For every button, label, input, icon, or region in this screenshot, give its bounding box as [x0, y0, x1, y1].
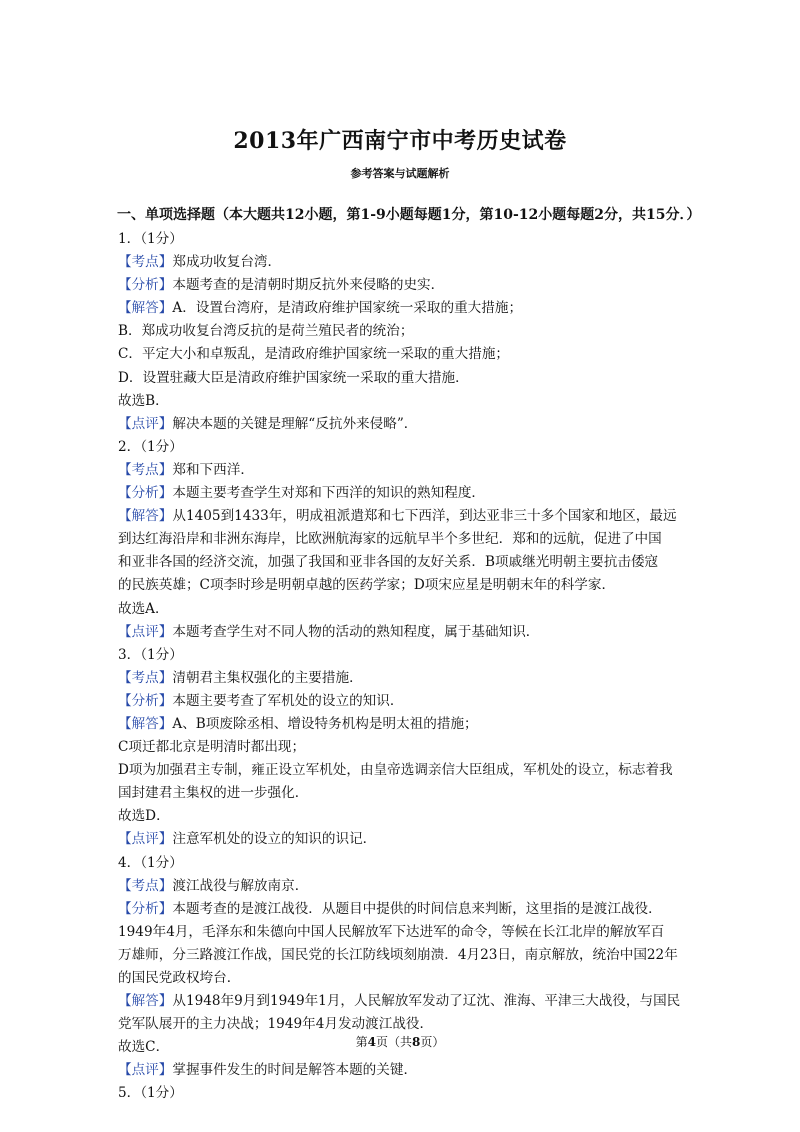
- text-line: [118, 713, 694, 736]
- text-line: [118, 297, 694, 320]
- line-text: C项迁都北京是明清时都出现；: [118, 739, 306, 756]
- text-line: [118, 343, 694, 366]
- section-tag: 【点评】: [118, 415, 173, 432]
- text-line: [118, 528, 694, 551]
- line-text: 解决本题的关键是理解“反抗外来侵略”．: [172, 415, 418, 432]
- text-line: [118, 690, 694, 713]
- line-text: A．设置台湾府，是清政府维护国家统一采取的重大措施；: [172, 300, 523, 317]
- text-line: [118, 621, 694, 644]
- line-text: C．平定大小和卓叛乱，是清政府维护国家统一采取的重大措施；: [118, 346, 510, 363]
- text-line: [118, 1082, 694, 1105]
- text-line: [118, 736, 694, 759]
- text-line: [118, 251, 694, 274]
- line-text: 和亚非各国的经济交流，加强了我国和亚非各国的友好关系．B项戚继光明朝主要抗击倭寇: [118, 554, 659, 571]
- line-text: 清朝君主集权强化的主要措施．: [172, 669, 363, 686]
- answer-body: [118, 228, 694, 1106]
- page-title: 2013年广西南宁市中考历史试卷: [233, 128, 567, 154]
- text-line: [118, 274, 694, 297]
- line-text: 5．（1分）: [118, 1085, 183, 1102]
- section-tag: 【解答】: [118, 993, 173, 1010]
- line-text: 故选D．: [118, 808, 170, 825]
- line-text: 注意军机处的设立的知识的识记．: [172, 831, 377, 848]
- line-text: D项为加强君主专制，雍正设立军机处，由皇帝选调亲信大臣组成，军机处的设立，标志着我: [118, 762, 673, 779]
- text-line: [118, 944, 694, 967]
- text-line: [118, 228, 694, 251]
- current-page-number: 4: [367, 1035, 376, 1049]
- section-tag: 【分析】: [118, 900, 173, 917]
- footer-middle: 页（共: [375, 1035, 412, 1049]
- line-text: 的民族英雄；C项李时珍是明朝卓越的医药学家；D项宋应星是明朝末年的科学家．: [118, 577, 616, 594]
- text-line: [118, 852, 694, 875]
- section-tag: 【点评】: [118, 623, 173, 640]
- line-text: 掌握事件发生的时间是解答本题的关键．: [172, 1062, 418, 1079]
- text-line: [118, 782, 694, 805]
- text-line: [118, 551, 694, 574]
- text-line: [118, 482, 694, 505]
- text-line: [118, 898, 694, 921]
- line-text: 党军队展开的主力决战；1949年4月发动渡江战役．: [118, 1016, 434, 1033]
- line-text: 本题考查的是清朝时期反抗外来侵略的史实．: [172, 277, 445, 294]
- line-text: 4．（1分）: [118, 854, 183, 871]
- section-tag: 【点评】: [118, 1062, 173, 1079]
- text-line: [118, 413, 694, 436]
- section-tag: 【考点】: [118, 669, 173, 686]
- section-tag: 【分析】: [118, 277, 173, 294]
- line-text: 本题主要考查学生对郑和下西洋的知识的熟知程度．: [172, 485, 486, 502]
- line-text: 国封建君主集权的进一步强化．: [118, 785, 309, 802]
- line-text: A、B项废除丞相、增设特务机构是明太祖的措施；: [172, 715, 478, 732]
- section-tag: 【考点】: [118, 877, 173, 894]
- text-line: [118, 436, 694, 459]
- text-line: [118, 367, 694, 390]
- section-tag: 【分析】: [118, 692, 173, 709]
- text-line: [118, 759, 694, 782]
- line-text: 故选A．: [118, 600, 169, 617]
- section-tag: 【考点】: [118, 461, 173, 478]
- text-line: [118, 644, 694, 667]
- section-tag: 【分析】: [118, 485, 173, 502]
- line-text: 从1405到1433年，明成祖派遣郑和七下西洋，到达亚非三十多个国家和地区，最远: [172, 508, 677, 525]
- line-text: 本题主要考查了军机处的设立的知识．: [172, 692, 404, 709]
- line-text: 2．（1分）: [118, 438, 183, 455]
- section-heading: 一、单项选择题（本大题共12小题，第1-9小题每题1分，第10-12小题每题2分，共15分．）: [117, 207, 701, 223]
- line-text: 故选C．: [118, 1039, 170, 1056]
- line-text: 从1948年9月到1949年1月，人民解放军发动了辽沈、淮海、平津三大战役，与国民: [172, 993, 681, 1010]
- page-subtitle: 参考答案与试题解析: [350, 167, 450, 180]
- text-line: [118, 828, 694, 851]
- section-tag: 【考点】: [118, 254, 173, 271]
- line-text: 渡江战役与解放南京．: [172, 877, 309, 894]
- text-line: [118, 990, 694, 1013]
- text-line: [118, 1059, 694, 1082]
- text-line: [118, 667, 694, 690]
- total-page-number: 8: [412, 1035, 421, 1049]
- line-text: D．设置驻藏大臣是清政府维护国家统一采取的重大措施．: [118, 369, 469, 386]
- section-tag: 【点评】: [118, 831, 173, 848]
- line-text: 到达红海沿岸和非洲东海岸，比欧洲航海家的远航早半个多世纪．郑和的远航，促进了中国: [118, 531, 662, 548]
- page-footer: [0, 1033, 800, 1050]
- text-line: [118, 805, 694, 828]
- text-line: [118, 505, 694, 528]
- line-text: 1．（1分）: [118, 231, 183, 247]
- text-line: [118, 320, 694, 343]
- line-text: 的国民党政权垮台．: [118, 970, 241, 986]
- line-text: 万雄师，分三路渡江作战，国民党的长江防线顷刻崩溃．4月23日，南京解放，统治中国22年: [118, 946, 678, 963]
- line-text: 郑成功收复台湾．: [172, 254, 282, 271]
- text-line: [118, 390, 694, 413]
- footer-suffix: 页）: [420, 1035, 445, 1049]
- line-text: 本题考查的是渡江战役．从题目中提供的时间信息来判断，这里指的是渡江战役．: [172, 900, 662, 917]
- section-tag: 【解答】: [118, 715, 173, 732]
- text-line: [118, 574, 694, 597]
- line-text: 3．（1分）: [118, 646, 183, 663]
- line-text: 本题考查学生对不同人物的活动的熟知程度，属于基础知识．: [172, 623, 540, 640]
- section-tag: 【解答】: [118, 508, 173, 525]
- section-tag: 【解答】: [118, 300, 173, 317]
- text-line: [118, 598, 694, 621]
- line-text: 故选B．: [118, 392, 169, 409]
- text-line: [118, 459, 694, 482]
- text-line: [118, 967, 694, 990]
- line-text: 郑和下西洋．: [172, 461, 254, 478]
- text-line: [118, 921, 694, 944]
- footer-prefix: 第: [355, 1035, 368, 1049]
- text-line: [118, 875, 694, 898]
- line-text: 1949年4月，毛泽东和朱德向中国人民解放军下达进军的命令，等候在长江北岸的解放军百: [118, 923, 665, 940]
- line-text: B．郑成功收复台湾反抗的是荷兰殖民者的统治；: [118, 323, 414, 340]
